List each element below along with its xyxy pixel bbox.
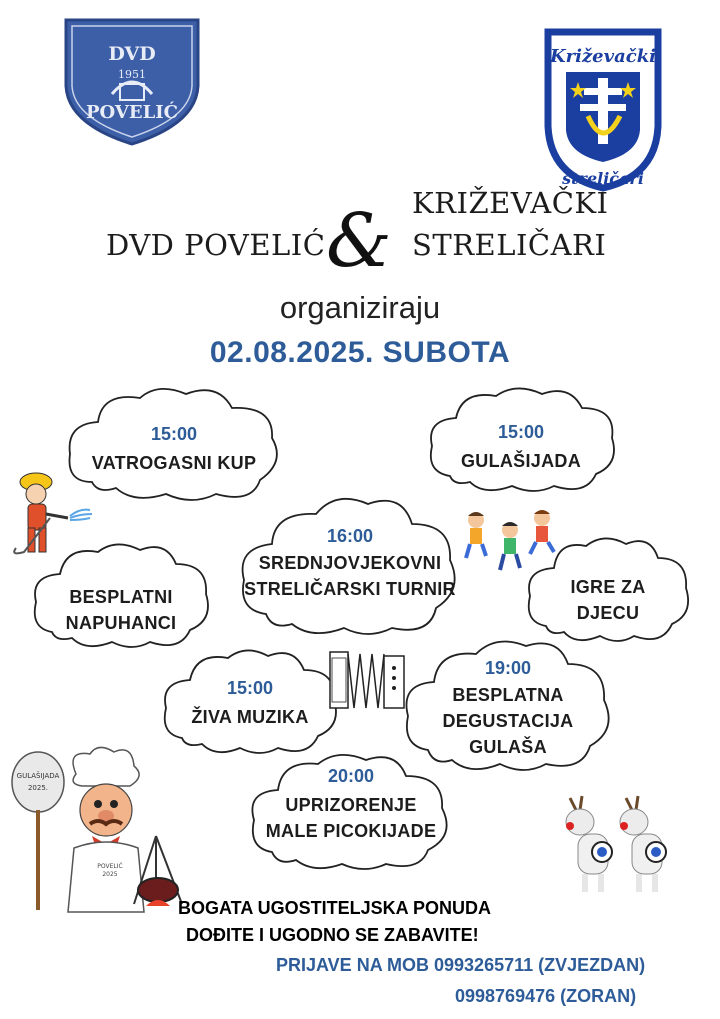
chef-sign-line1: GULAŠIJADA xyxy=(16,772,60,780)
strelicari-logo-top: Križevački xyxy=(549,46,657,67)
chef-apron-line1: POVELIĆ xyxy=(97,863,123,870)
chef-apron-line2: 2025 xyxy=(102,871,118,878)
accordion-illustration xyxy=(328,648,408,714)
event-date: 02.08.2025. SUBOTA xyxy=(209,336,511,369)
organizes-text: organiziraju xyxy=(279,290,441,325)
turnir-line1: SREDNJOVJEKOVNI xyxy=(258,553,442,573)
vatrogasni-time: 15:00 xyxy=(150,424,198,444)
degustacija-time: 19:00 xyxy=(484,658,532,678)
gulasijada-time: 15:00 xyxy=(497,422,545,442)
krizevacki-strelicari-logo xyxy=(538,26,668,192)
picokijade-line1: UPRIZORENJE xyxy=(285,795,417,815)
degustacija-line2: DEGUSTACIJA xyxy=(442,711,574,731)
reindeer-archery-illustration xyxy=(556,790,674,896)
igre-line2: DJECU xyxy=(576,603,640,623)
turnir-line2: STRELIČARSKI TURNIR xyxy=(244,579,456,599)
chef-illustration xyxy=(6,744,198,920)
firefighter-illustration xyxy=(10,468,94,560)
picokijade-line2: MALE PICOKIJADE xyxy=(265,821,437,841)
header-right-line1: KRIŽEVAČKI xyxy=(412,186,609,220)
gulasijada-name: GULAŠIJADA xyxy=(460,451,581,471)
cloud-turnir xyxy=(236,490,464,640)
igre-line1: IGRE ZA xyxy=(570,577,646,597)
muzika-name: ŽIVA MUZIKA xyxy=(191,707,309,727)
dvd-logo-text-2: POVELIĆ xyxy=(86,102,178,123)
cloud-gulasijada xyxy=(424,384,618,496)
footer-contact-1: PRIJAVE NA MOB 0993265711 (ZVJEZDAN) xyxy=(276,955,646,975)
turnir-time: 16:00 xyxy=(326,526,374,546)
cloud-picokijade xyxy=(246,750,456,874)
header-left-name: DVD POVELIĆ xyxy=(106,228,326,262)
footer-invite: DOĐITE I UGODNO SE ZABAVITE! xyxy=(186,925,479,945)
napuhanci-line1: BESPLATNI xyxy=(69,587,173,607)
picokijade-time: 20:00 xyxy=(327,766,375,786)
dvd-povelic-logo xyxy=(58,14,206,148)
header-right-line2: STRELIČARI xyxy=(412,228,607,262)
degustacija-line1: BESPLATNA xyxy=(452,685,564,705)
footer-contact-2: 0998769476 (ZORAN) xyxy=(455,986,637,1006)
chef-sign-line2: 2025. xyxy=(27,784,49,792)
strelicari-logo-bottom: streličari xyxy=(562,169,644,188)
vatrogasni-name: VATROGASNI KUP xyxy=(91,453,257,473)
dvd-logo-text-1: DVD xyxy=(108,43,156,65)
dvd-logo-year: 1951 xyxy=(118,68,146,81)
cloud-vatrogasni-kup xyxy=(62,382,286,506)
cloud-ziva-muzika xyxy=(160,646,340,758)
napuhanci-line2: NAPUHANCI xyxy=(65,613,177,633)
kids-illustration xyxy=(460,506,560,576)
degustacija-line3: GULAŠA xyxy=(469,737,547,757)
muzika-time: 15:00 xyxy=(226,678,274,698)
ampersand: & xyxy=(326,198,392,284)
footer-offer: BOGATA UGOSTITELJSKA PONUDA xyxy=(178,898,492,918)
